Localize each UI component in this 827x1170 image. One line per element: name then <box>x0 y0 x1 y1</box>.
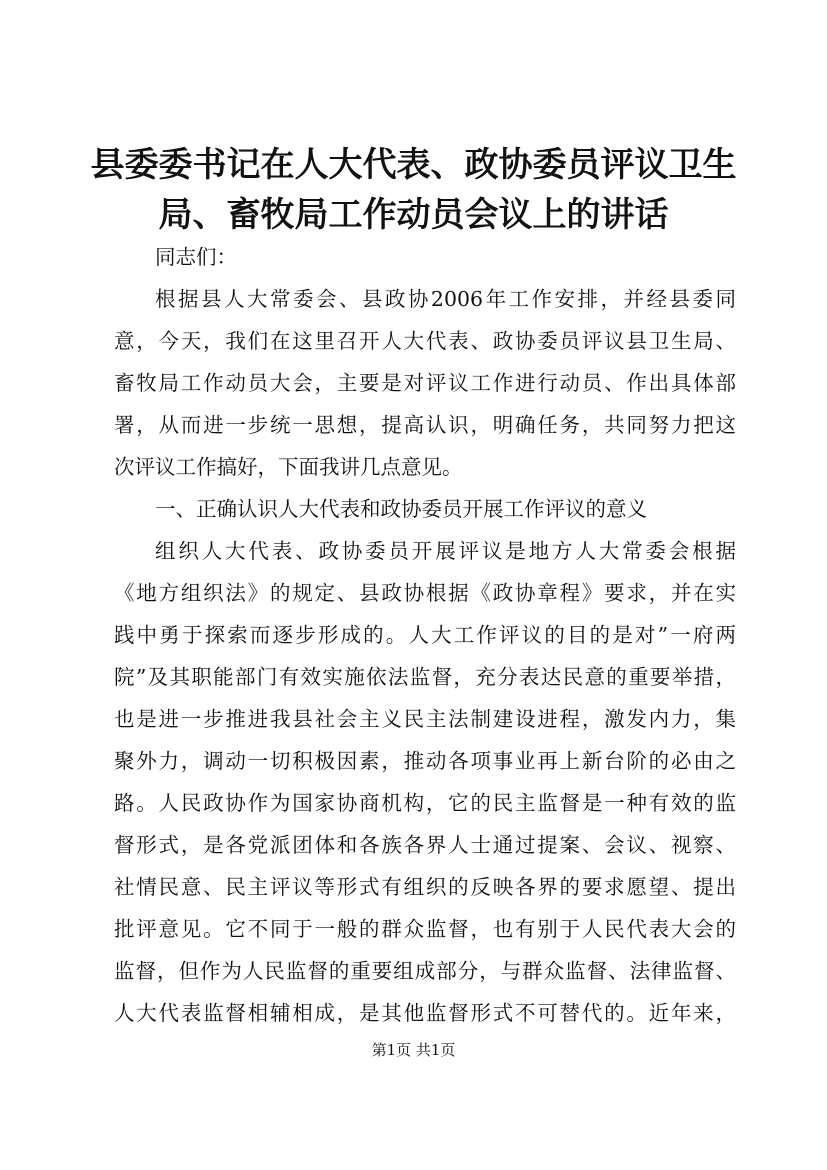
paragraph-line: 意，今天，我们在这里召开人大代表、政协委员评议县卫生局、 <box>114 329 736 353</box>
title-line-1: 县委委书记在人大代表、政协委员评议卫生 <box>90 145 737 185</box>
paragraph-line: 路。人民政协作为国家协商机构，它的民主监督是一种有效的监 <box>114 791 736 815</box>
paragraph-line: 《地方组织法》的规定、县政协根据《政协章程》要求，并在实 <box>114 581 736 605</box>
page-number: 第1页 共1页 <box>371 1041 456 1059</box>
paragraph-line: 督形式，是各党派团体和各族各界人士通过提案、会议、视察、 <box>114 833 736 857</box>
paragraph-line: 次评议工作搞好，下面我讲几点意见。 <box>114 455 463 479</box>
document-body <box>114 236 736 1034</box>
paragraph-line: 畜牧局工作动员大会，主要是对评议工作进行动员、作出具体部 <box>114 371 736 395</box>
paragraph-line: 署，从而进一步统一思想，提高认识，明确任务，共同努力把这 <box>114 413 736 437</box>
paragraph-line: 践中勇于探索而逐步形成的。人大工作评议的目的是对”一府两 <box>114 623 736 647</box>
section-heading: 一、正确认识人大代表和政协委员开展工作评议的意义 <box>155 497 647 521</box>
paragraph-line: 根据县人大常委会、县政协2006年工作安排，并经县委同 <box>155 287 736 311</box>
paragraph-line: 批评意见。它不同于一般的群众监督，也有别于人民代表大会的 <box>114 917 736 941</box>
salutation: 同志们： <box>155 245 237 269</box>
page-footer <box>0 1040 827 1060</box>
title-line-2: 局、畜牧局工作动员会议上的讲话 <box>158 195 669 235</box>
paragraph-line: 也是进一步推进我县社会主义民主法制建设进程，激发内力，集 <box>114 707 736 731</box>
paragraph-line: 组织人大代表、政协委员开展评议是地方人大常委会根据 <box>155 539 736 563</box>
paragraph-line: 院”及其职能部门有效实施依法监督，充分表达民意的重要举措， <box>114 665 736 689</box>
paragraph-line: 人大代表监督相辅相成，是其他监督形式不可替代的。近年来， <box>114 1001 736 1025</box>
document-title <box>60 140 767 240</box>
paragraph-line: 监督，但作为人民监督的重要组成部分，与群众监督、法律监督、 <box>114 959 736 983</box>
paragraph-line: 聚外力，调动一切积极因素，推动各项事业再上新台阶的必由之 <box>114 749 736 773</box>
paragraph-line: 社情民意、民主评议等形式有组织的反映各界的要求愿望、提出 <box>114 875 736 899</box>
